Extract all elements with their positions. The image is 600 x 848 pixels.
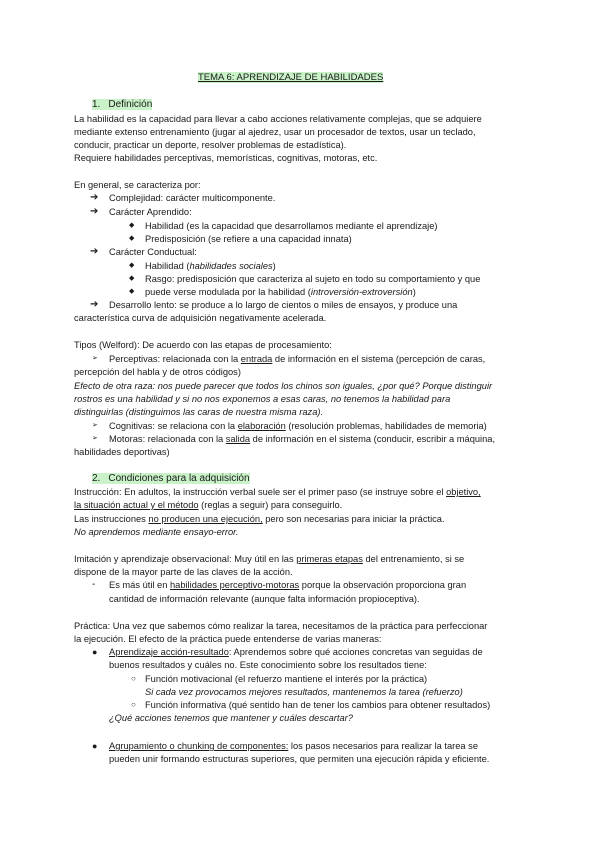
imitacion-detail-2: cantidad de información relevante (aunque falta información propioceptiva). — [109, 594, 420, 604]
funcion-motivacional: Función motivacional (el refuerzo mantiene el interés por la práctica) — [145, 674, 428, 684]
general-intro: En general, se caracteriza por: — [74, 180, 201, 190]
circle-bullet-icon: ○ — [131, 700, 136, 709]
arrow-bullet-icon: ➔ — [90, 206, 99, 217]
list-item-rasgo-cont: puede verse modulada por la habilidad (introversión-extroversión) — [145, 287, 416, 297]
diamond-bullet-icon: ◆ — [129, 288, 135, 295]
instruccion-line-1: Instrucción: En adultos, la instrucción verbal suele ser el primer paso (se instruye sobre el objetivo, — [74, 487, 481, 497]
definition-line-2: mediante extenso entrenamiento (jugar al ajedrez, usar un procesador de textos, usar un teclado, — [74, 127, 476, 137]
funcion-motivacional-note: Si cada vez provocamos mejores resultados, mantenemos la tarea (refuerzo) — [145, 687, 463, 697]
tipos-intro: Tipos (Welford): De acuerdo con las etapas de procesamiento: — [74, 340, 332, 350]
section-2-heading — [92, 473, 250, 485]
diamond-bullet-icon: ◆ — [129, 222, 135, 229]
list-item-desarrollo-cont: característica curva de adquisición negativamente acelerada. — [74, 313, 327, 323]
agrupamiento-line-2: pueden unir formando estructuras superiores, que permiten una ejecución rápida y eficiente. — [109, 754, 490, 764]
list-item-rasgo: Rasgo: predisposición que caracteriza al sujeto en todo su comportamiento y que — [145, 274, 481, 284]
list-item-habilidad-social: Habilidad (habilidades sociales) — [145, 261, 276, 271]
list-item-desarrollo: Desarrollo lento: se produce a lo largo de cientos o miles de ensayos, y produce una — [109, 300, 458, 310]
tipo-perceptivas: Perceptivas: relacionada con la entrada de información en el sistema (percepción de caras, — [109, 354, 486, 364]
section-1-number: 1. — [92, 99, 101, 110]
triangle-bullet-icon: ➢ — [92, 422, 98, 429]
arrow-bullet-icon: ➔ — [90, 246, 99, 257]
agrupamiento-line-1: Agrupamiento o chunking de componentes: los pasos necesarios para realizar la tarea se — [109, 741, 478, 751]
diamond-bullet-icon: ◆ — [129, 262, 135, 269]
accion-resultado-line-1: Aprendizaje acción-resultado: Aprendemos sobre qué acciones concretas van seguidas de — [109, 647, 483, 657]
instruccion-line-3: Las instrucciones no producen una ejecución, pero son necesarias para iniciar la práctica. — [74, 514, 445, 524]
imitacion-detail-1: Es más útil en habilidades perceptivo-motoras porque la observación proporciona gran — [109, 580, 467, 590]
page-title-text: TEMA 6: APRENDIZAJE DE HABILIDADES — [198, 72, 384, 83]
arrow-bullet-icon: ➔ — [90, 299, 99, 310]
imitacion-line-2: dispone de la mayor parte de las claves de la acción. — [74, 567, 293, 577]
accion-resultado-line-2: buenos resultados y cuáles no. Este conocimiento sobre los resultados tiene: — [109, 660, 427, 670]
section-1-title: Definición — [108, 99, 153, 110]
practica-line-2: la ejecución. El efecto de la práctica puede entenderse de varias maneras: — [74, 634, 382, 644]
diamond-bullet-icon: ◆ — [129, 275, 135, 282]
dot-bullet-icon: ● — [92, 741, 98, 751]
definition-line-4: Requiere habilidades perceptivas, memorísticas, cognitivas, motoras, etc. — [74, 153, 378, 163]
tipo-motoras-cont: habilidades deportivas) — [74, 447, 170, 457]
instruccion-line-2: la situación actual y el método (reglas a seguir) para conseguirlo. — [74, 500, 343, 510]
pregunta-note: ¿Qué acciones tenemos que mantener y cuáles descartar? — [109, 713, 353, 723]
dash-bullet-icon: - — [92, 579, 96, 590]
definition-line-3: conducir, practicar un deporte, resolver problemas de estadística). — [74, 140, 347, 150]
italic-note-line-3: distinguirlas (distinguimos las caras de nuestra misma raza). — [74, 407, 324, 417]
funcion-informativa: Función informativa (qué sentido han de tener los cambios para obtener resultados) — [145, 700, 491, 710]
diamond-bullet-icon: ◆ — [129, 235, 135, 242]
practica-line-1: Práctica: Una vez que sabemos cómo realizar la tarea, necesitamos de la práctica para perfeccionar — [74, 621, 488, 631]
section-2-number: 2. — [92, 473, 101, 484]
definition-line-1: La habilidad es la capacidad para llevar a cabo acciones relativamente complejas, que se adquiere — [74, 114, 482, 124]
italic-note-line-1: Efecto de otra raza: nos puede parecer que todos los chinos son iguales, ¿por qué? Porque distinguir — [74, 381, 493, 391]
triangle-bullet-icon: ➢ — [92, 355, 98, 362]
dot-bullet-icon: ● — [92, 647, 98, 657]
section-2-title: Condiciones para la adquisición — [108, 473, 250, 484]
tipo-motoras: Motoras: relacionada con la salida de información en el sistema (conducir, escribir a máquina, — [109, 434, 496, 444]
section-1-heading — [92, 99, 152, 111]
italic-note-line-2: rostros es una habilidad y si no nos exponemos a esas caras, no tenemos la habilidad para — [74, 394, 451, 404]
list-item-habilidad: Habilidad (es la capacidad que desarrollamos mediante el aprendizaje) — [145, 221, 438, 231]
list-item-predisposicion: Predisposición (se refiere a una capacidad innata) — [145, 234, 352, 244]
list-item-aprendido: Carácter Aprendido: — [109, 207, 192, 217]
triangle-bullet-icon: ➢ — [92, 435, 98, 442]
tipo-perceptivas-cont: percepción del habla y de otros códigos) — [74, 367, 241, 377]
imitacion-line-1: Imitación y aprendizaje observacional: Muy útil en las primeras etapas del entrenamiento, si se — [74, 554, 465, 564]
arrow-bullet-icon: ➔ — [90, 192, 99, 203]
instruccion-line-4: No aprendemos mediante ensayo-error. — [74, 527, 239, 537]
list-item-complejidad: Complejidad: carácter multicomponente. — [109, 193, 276, 203]
tipo-cognitivas: Cognitivas: se relaciona con la elaboración (resolución problemas, habilidades de memoria) — [109, 421, 487, 431]
page-title — [198, 72, 383, 84]
circle-bullet-icon: ○ — [131, 674, 136, 683]
list-item-conductual: Carácter Conductual: — [109, 247, 197, 257]
